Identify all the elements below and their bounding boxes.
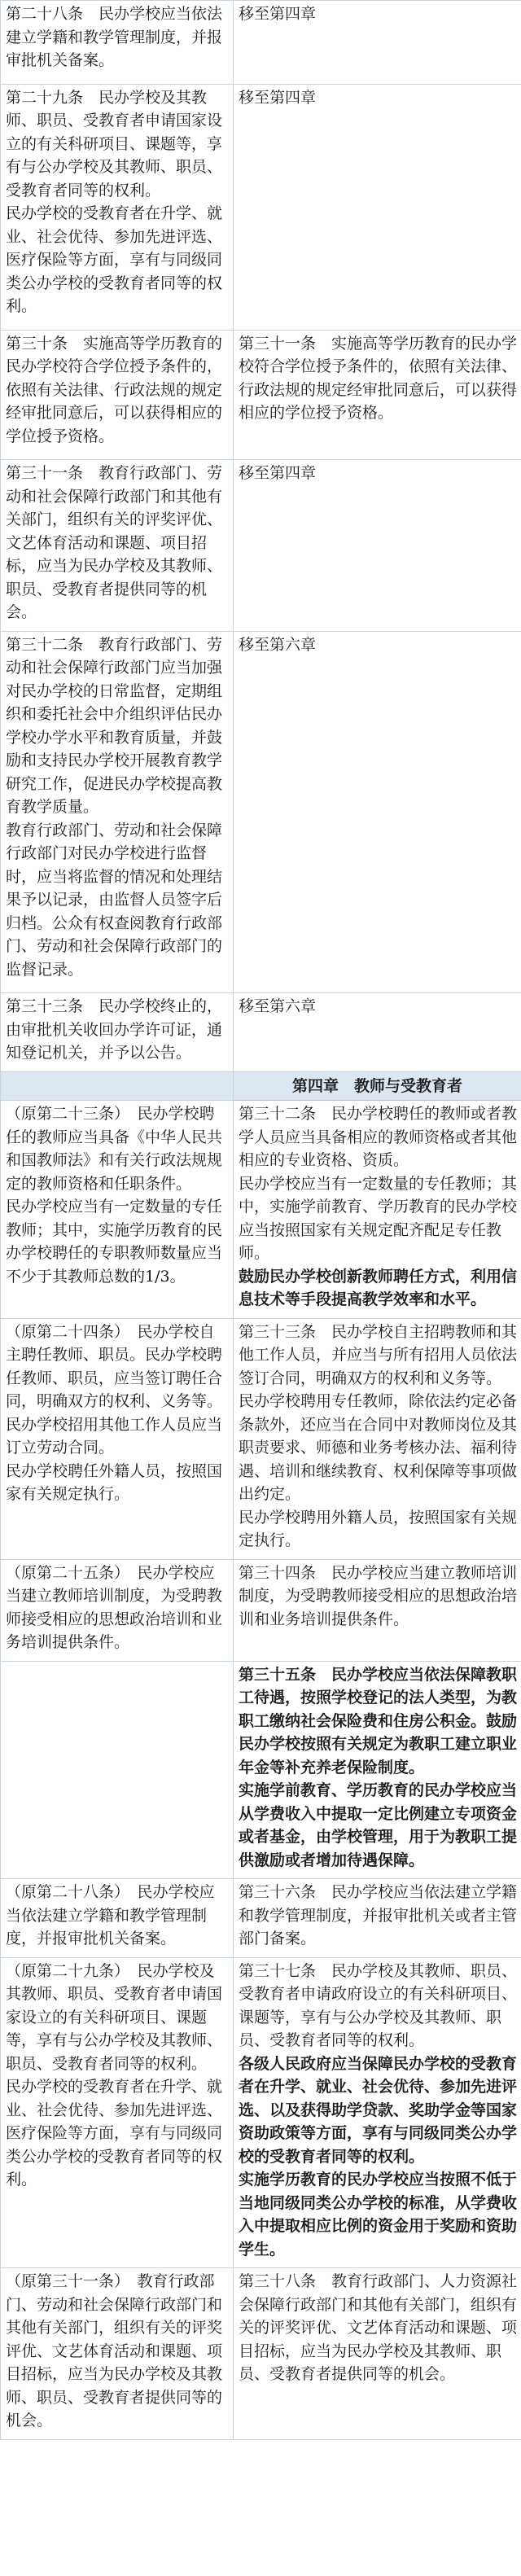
revised-clause-paragraph: 民办学校聘用专任教师，除依法约定必备条款外，还应当在合同中对教师岗位及其职责要求、师德和业务考核办法、福利待遇、培训和继续教育、权利保障等事项做出约定。	[239, 1392, 518, 1503]
revised-text-cell	[234, 993, 521, 1072]
revised-text-cell	[234, 1957, 521, 2268]
table-row	[1, 84, 521, 330]
revised-text-cell	[234, 1559, 521, 1661]
original-text-cell	[1, 1559, 234, 1661]
original-text-cell	[1, 993, 234, 1072]
revised-clause-paragraph: 移至第六章	[239, 635, 317, 654]
table-row	[1, 2268, 521, 2440]
revised-clause-paragraph: 移至第六章	[239, 997, 317, 1015]
original-clause-paragraph: 民办学校的受教育者在升学、就业、社会优待、参加先进评选、医疗保险等方面，享有与同级同类公办学校的受教育者同等的权利。	[6, 2078, 223, 2188]
original-clause-paragraph: （原第三十一条） 教育行政部门、劳动和社会保障行政部门和其他有关部门，组织有关的评奖评优、文艺体育活动和课题、项目招标，应当为民办学校及其教师、职员、受教育者提供同等的机会。	[6, 2272, 223, 2429]
original-clause-paragraph: 第二十九条 民办学校及其教师、职员、受教育者申请国家设立的有关科研项目、课题等，享有与公办学校及其教师、职员、受教育者同等的权利。	[6, 88, 223, 199]
revised-text-cell	[234, 631, 521, 993]
table-row	[1, 330, 521, 460]
revised-clause-paragraph: 第三十四条 民办学校应当建立教师培训制度，为受聘教师接受相应的思想政治培训和业务培训提供条件。	[239, 1563, 518, 1628]
chapter-header: 第四章 教师与受教育者	[234, 1071, 521, 1101]
table-row	[1, 1661, 521, 1879]
original-text-cell	[1, 1, 234, 85]
revised-clause-paragraph: 第三十三条 民办学校自主招聘教师和其他工作人员，并应当与所有招用人员依法签订合同，明确双方的权利和义务等。	[239, 1322, 518, 1387]
original-clause-paragraph: 第三十二条 教育行政部门、劳动和社会保障行政部门应当加强对民办学校的日常监督，定期组织和委托社会中介组织评估民办学校办学水平和教育质量，并鼓励和支持民办学校开展教育教学研究工作，促进民办学校提高教育教学质量。	[6, 635, 223, 816]
original-clause-paragraph: 民办学校聘任外籍人员，按照国家有关规定执行。	[6, 1461, 223, 1503]
original-text-cell	[1, 1879, 234, 1958]
original-clause-paragraph: （原第二十八条） 民办学校应当依法建立学籍和教学管理制度，并报审批机关备案。	[6, 1883, 215, 1947]
revised-clause-paragraph: 移至第四章	[239, 5, 317, 23]
table-row	[1, 1, 521, 85]
revised-text-cell	[234, 1101, 521, 1319]
original-clause-paragraph: 第二十八条 民办学校应当依法建立学籍和教学管理制度，并报审批机关备案。	[6, 5, 223, 69]
original-clause-paragraph: 民办学校的受教育者在升学、就业、社会优待、参加先进评选、医疗保险等方面，享有与同级同类公办学校的受教育者同等的权利。	[6, 204, 223, 315]
revised-clause-paragraph: 第三十八条 教育行政部门、人力资源社会保障行政部门和其他有关部门，组织有关的评奖评优、文艺体育活动和课题、项目招标，应当为民办学校及其教师、职员、受教育者提供同等的机会。	[239, 2272, 518, 2383]
revised-clause-paragraph: 民办学校聘用外籍人员，按照国家有关规定执行。	[239, 1508, 518, 1549]
revised-clause-paragraph: 实施学前教育、学历教育的民办学校应当从学费收入中提取一定比例建立专项资金或者基金，由学校管理，用于为教职工提供激励或者增加待遇保障。	[239, 1781, 518, 1869]
revised-text-cell	[234, 84, 521, 330]
original-clause-paragraph: 第三十三条 民办学校终止的，由审批机关收回办学许可证，通知登记机关，并予以公告。	[6, 997, 223, 1062]
table-row	[1, 1879, 521, 1958]
table-row	[1, 993, 521, 1072]
revised-clause-paragraph: 实施学历教育的民办学校应当按照不低于当地同级同类公办学校的标准，从学费收入中提取相应比例的资金用于奖励和资助学生。	[239, 2171, 518, 2258]
original-text-cell	[1, 1661, 234, 1879]
chapter-header-empty-cell	[1, 1071, 234, 1101]
original-clause-paragraph: 教育行政部门、劳动和社会保障行政部门对民办学校进行监督时，应当将监督的情况和处理结果予以记录，由监督人员签字后归档。公众有权查阅教育行政部门、劳动和社会保障行政部门的监督记录。	[6, 821, 223, 979]
original-clause-paragraph: （原第二十五条） 民办学校应当建立教师培训制度，为受聘教师接受相应的思想政治培训和业务培训提供条件。	[6, 1563, 223, 1651]
revised-clause-paragraph: 第三十七条 民办学校及其教师、职员、受教育者申请政府设立的有关科研项目、课题等，享有与公办学校及其教师、职员、受教育者同等的权利。	[239, 1961, 518, 2049]
original-clause-paragraph: 民办学校应当有一定数量的专任教师；其中，实施学历教育的民办学校聘任的专职教师数量应当不少于其教师总数的1/3。	[6, 1198, 223, 1286]
table-row	[1, 631, 521, 993]
revised-clause-paragraph: 第三十一条 实施高等学历教育的民办学校符合学位授予条件的，依照有关法律、行政法规的规定经审批同意后，可以获得相应的学位授予资格。	[239, 334, 518, 422]
revised-text-cell	[234, 1661, 521, 1879]
chapter-header-row	[1, 1071, 521, 1101]
revised-clause-paragraph: 第三十二条 民办学校聘任的教师或者教学人员应当具备相应的教师资格或者其他相应的专业资格、资质。	[239, 1105, 518, 1169]
revised-clause-paragraph: 民办学校应当有一定数量的专任教师；其中，实施学前教育、学历教育的民办学校应当按照国家有关规定配齐配足专任教师。	[239, 1174, 518, 1262]
original-text-cell	[1, 1101, 234, 1319]
original-text-cell	[1, 1957, 234, 2268]
revised-clause-paragraph: 鼓励民办学校创新教师聘任方式，利用信息技术等手段提高教学效率和水平。	[239, 1267, 518, 1308]
table-row	[1, 1559, 521, 1661]
revised-text-cell	[234, 1, 521, 85]
original-text-cell	[1, 84, 234, 330]
original-clause-paragraph: 第三十一条 教育行政部门、劳动和社会保障行政部门和其他有关部门，组织有关的评奖评优、文艺体育活动和课题、项目招标，应当为民办学校及其教师、职员、受教育者提供同等的机会。	[6, 464, 223, 621]
revised-clause-paragraph: 第三十六条 民办学校应当依法建立学籍和教学管理制度，并报审批机关或者主管部门备案。	[239, 1883, 518, 1947]
revised-clause-paragraph: 第三十五条 民办学校应当依法保障教职工待遇，按照学校登记的法人类型，为教职工缴纳社会保险费和住房公积金。鼓励民办学校按照有关规定为教职工建立职业年金等补充养老保险制度。	[239, 1665, 518, 1776]
original-text-cell	[1, 631, 234, 993]
original-clause-paragraph: 民办学校招用其他工作人员应当订立劳动合同。	[6, 1415, 223, 1457]
original-text-cell	[1, 2268, 234, 2440]
table-row	[1, 460, 521, 632]
revised-text-cell	[234, 1879, 521, 1958]
original-clause-paragraph: 第三十条 实施高等学历教育的民办学校符合学位授予条件的，依照有关法律、行政法规的规定经审批同意后，可以获得相应的学位授予资格。	[6, 334, 223, 445]
original-clause-paragraph: （原第二十四条） 民办学校自主聘任教师、职员。民办学校聘任教师、职员，应当签订聘任合同，明确双方的权利、义务等。	[6, 1322, 223, 1410]
revised-text-cell	[234, 1318, 521, 1559]
revised-text-cell	[234, 2268, 521, 2440]
table-row	[1, 1957, 521, 2268]
revised-clause-paragraph: 各级人民政府应当保障民办学校的受教育者在升学、就业、社会优待、参加先进评选、以及获得助学贷款、奖助学金等国家资助政策等方面，享有与同级同类公办学校的受教育者同等的权利。	[239, 2054, 518, 2166]
original-text-cell	[1, 330, 234, 460]
comparison-table-body	[1, 1, 521, 2440]
original-text-cell	[1, 1318, 234, 1559]
revised-clause-paragraph: 移至第四章	[239, 464, 317, 482]
table-row	[1, 1101, 521, 1319]
original-text-cell	[1, 460, 234, 632]
original-clause-paragraph: （原第二十九条） 民办学校及其教师、职员、受教育者申请国家设立的有关科研项目、课题等，享有与公办学校及其教师、职员、受教育者同等的权利。	[6, 1961, 223, 2073]
revised-text-cell	[234, 330, 521, 460]
revised-text-cell	[234, 460, 521, 632]
table-row	[1, 1318, 521, 1559]
revised-clause-paragraph: 移至第四章	[239, 88, 317, 107]
original-clause-paragraph: （原第二十三条） 民办学校聘任的教师应当具备《中华人民共和国教师法》和有关行政法规规定的教师资格和任职条件。	[6, 1105, 223, 1193]
